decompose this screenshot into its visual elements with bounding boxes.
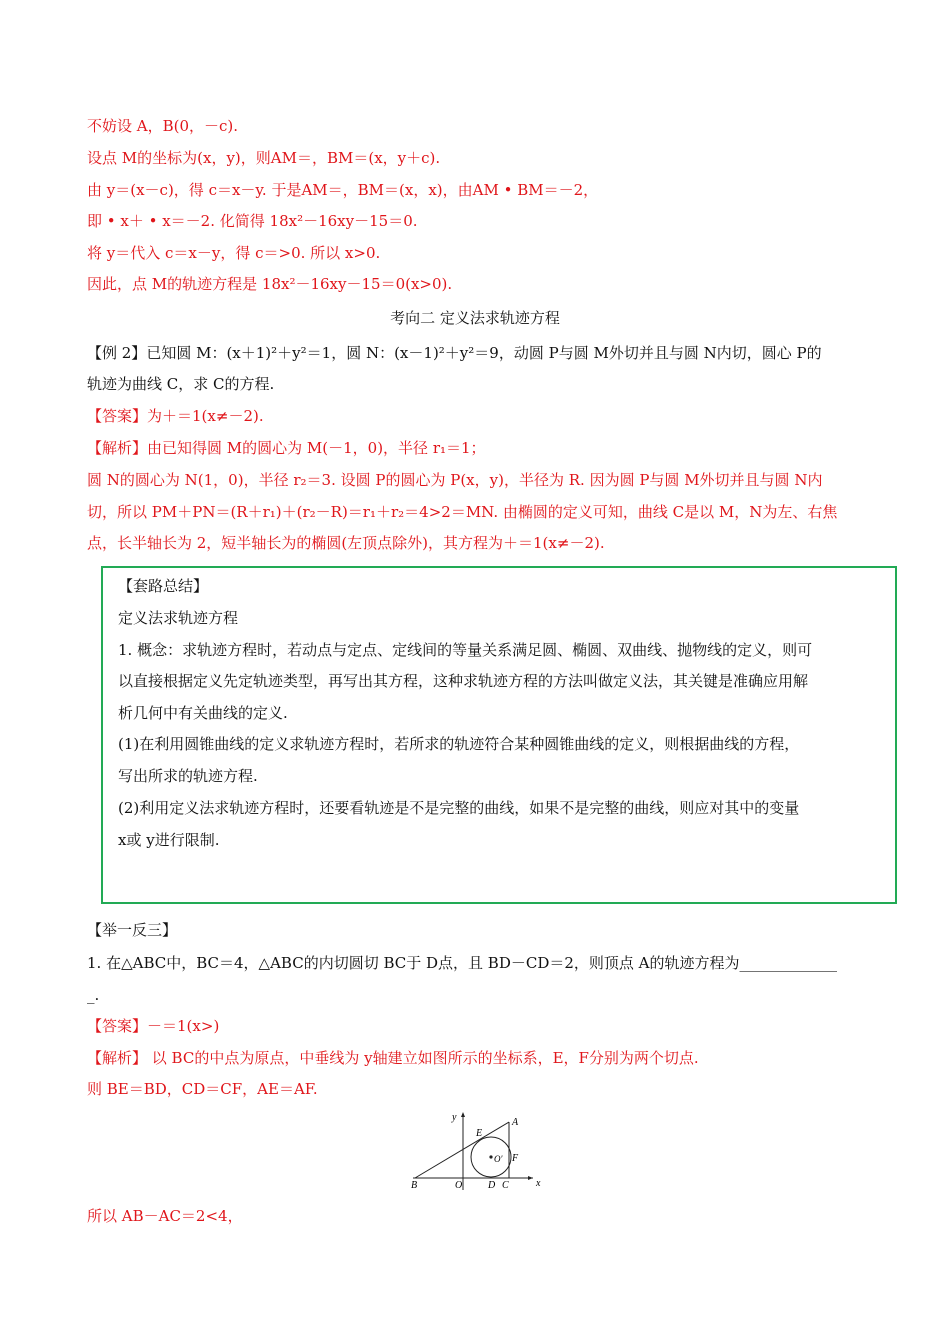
summary-box bbox=[101, 566, 897, 904]
y-axis-arrow bbox=[461, 1112, 465, 1117]
practice-answer-text: －＝1(x>) bbox=[147, 1017, 220, 1035]
label-b: B bbox=[411, 1180, 418, 1191]
summary-line-7: x或 y进行限制. bbox=[118, 831, 220, 849]
answer-label: 【答案】 bbox=[87, 407, 148, 425]
example2-analysis-1 bbox=[87, 438, 486, 458]
example2-text-1: 已知圆 M：(x＋1)²＋y²＝1，圆 N：(x－1)²＋y²＝9，动圆 P与圆 M外切并且与圆 N内切，圆心 P的 bbox=[146, 344, 822, 362]
practice-answer-label: 【答案】 bbox=[87, 1017, 148, 1035]
analysis-text-1: 由已知得圆 M的圆心为 M(－1，0)，半径 r₁＝1； bbox=[147, 439, 486, 457]
label-e: E bbox=[476, 1128, 483, 1139]
incircle-center bbox=[489, 1155, 492, 1158]
practice-analysis-1 bbox=[87, 1048, 699, 1068]
example2-label: 【例 2】 bbox=[87, 344, 147, 362]
label-f: F bbox=[512, 1153, 519, 1164]
label-a: A bbox=[512, 1117, 519, 1128]
side-ba bbox=[415, 1122, 509, 1178]
practice-analysis-text-1: 以 BC的中点为原点，中垂线为 y轴建立如图所示的坐标系，E，F分别为两个切点. bbox=[147, 1049, 699, 1067]
example2-analysis-4: 点，长半轴长为 2，短半轴长为的椭圆(左顶点除外)，其方程为＋＝1(x≠－2). bbox=[87, 534, 605, 552]
solution-line-4: 即 • x＋ • x＝－2. 化简得 18x²－16xy－15＝0. bbox=[87, 212, 418, 230]
label-o: O bbox=[455, 1180, 463, 1191]
example2-answer bbox=[87, 406, 264, 426]
triangle-incircle-figure bbox=[405, 1108, 545, 1192]
example2-line-2: 轨迹为曲线 C，求 C的方程. bbox=[87, 375, 275, 393]
summary-line-3: 析几何中有关曲线的定义. bbox=[118, 704, 288, 722]
solution-line-1: 不妨设 A，B(0，－c). bbox=[87, 117, 239, 135]
practice-answer bbox=[87, 1016, 219, 1036]
section-title: 考向二 定义法求轨迹方程 bbox=[390, 309, 560, 327]
practice-title: 【举一反三】 bbox=[87, 921, 178, 939]
summary-title: 【套路总结】 bbox=[118, 577, 209, 595]
solution-line-6: 因此，点 M的轨迹方程是 18x²－16xy－15＝0(x>0). bbox=[87, 275, 453, 293]
solution-line-2: 设点 M的坐标为(x，y)，则AM＝，BM＝(x，y＋c). bbox=[87, 149, 441, 167]
example2-analysis-3: 切，所以 PM＋PN＝(R＋r₁)＋(r₂－R)＝r₁＋r₂＝4>2＝MN. 由椭圆的定义可知，曲线 C是以 M，N为左、右焦 bbox=[87, 503, 838, 521]
example2-analysis-2: 圆 N的圆心为 N(1，0)，半径 r₂＝3. 设圆 P的圆心为 P(x，y)，半径为 R. 因为圆 P与圆 M外切并且与圆 N内 bbox=[87, 471, 823, 489]
practice-analysis-2: 则 BE＝BD，CD＝CF，AE＝AF. bbox=[87, 1080, 318, 1098]
practice-q1-line-1: 1. 在△ABC中，BC＝4，△ABC的内切圆切 BC于 D点，且 BD－CD＝2，则顶点 A的轨迹方程为_____________ bbox=[87, 954, 838, 972]
analysis-label: 【解析】 bbox=[87, 439, 148, 457]
label-y: y bbox=[452, 1112, 457, 1123]
example2-line-1 bbox=[87, 343, 822, 363]
practice-final-line: 所以 AB－AC＝2<4， bbox=[87, 1207, 243, 1225]
solution-line-3: 由 y＝(x－c)，得 c＝x－y. 于是AM＝，BM＝(x，x)，由AM • BM＝－2， bbox=[87, 181, 599, 199]
summary-line-2: 以直接根据定义先定轨迹类型，再写出其方程，这种求轨迹方程的方法叫做定义法，其关键是准确应用解 bbox=[118, 672, 809, 690]
summary-line-5: 写出所求的轨迹方程. bbox=[118, 767, 258, 785]
answer-text: 为＋＝1(x≠－2). bbox=[147, 407, 264, 425]
practice-q1-line-2: _. bbox=[87, 986, 100, 1004]
solution-line-5: 将 y＝代入 c＝x－y，得 c＝>0. 所以 x>0. bbox=[87, 244, 381, 262]
x-axis-arrow bbox=[528, 1176, 533, 1180]
summary-line-1: 1. 概念：求轨迹方程时，若动点与定点、定线间的等量关系满足圆、椭圆、双曲线、抛物线的定义，则可 bbox=[118, 641, 813, 659]
summary-subtitle: 定义法求轨迹方程 bbox=[118, 609, 239, 627]
label-x: x bbox=[536, 1178, 541, 1189]
summary-line-4: (1)在利用圆锥曲线的定义求轨迹方程时，若所求的轨迹符合某种圆锥曲线的定义，则根据曲线的方程， bbox=[118, 735, 800, 753]
practice-analysis-label: 【解析】 bbox=[87, 1049, 148, 1067]
label-d: D bbox=[488, 1180, 496, 1191]
summary-line-6: (2)利用定义法求轨迹方程时，还要看轨迹是不是完整的曲线，如果不是完整的曲线，则应对其中的变量 bbox=[118, 799, 800, 817]
label-o-prime: O′ bbox=[494, 1154, 503, 1164]
label-c: C bbox=[502, 1180, 509, 1191]
